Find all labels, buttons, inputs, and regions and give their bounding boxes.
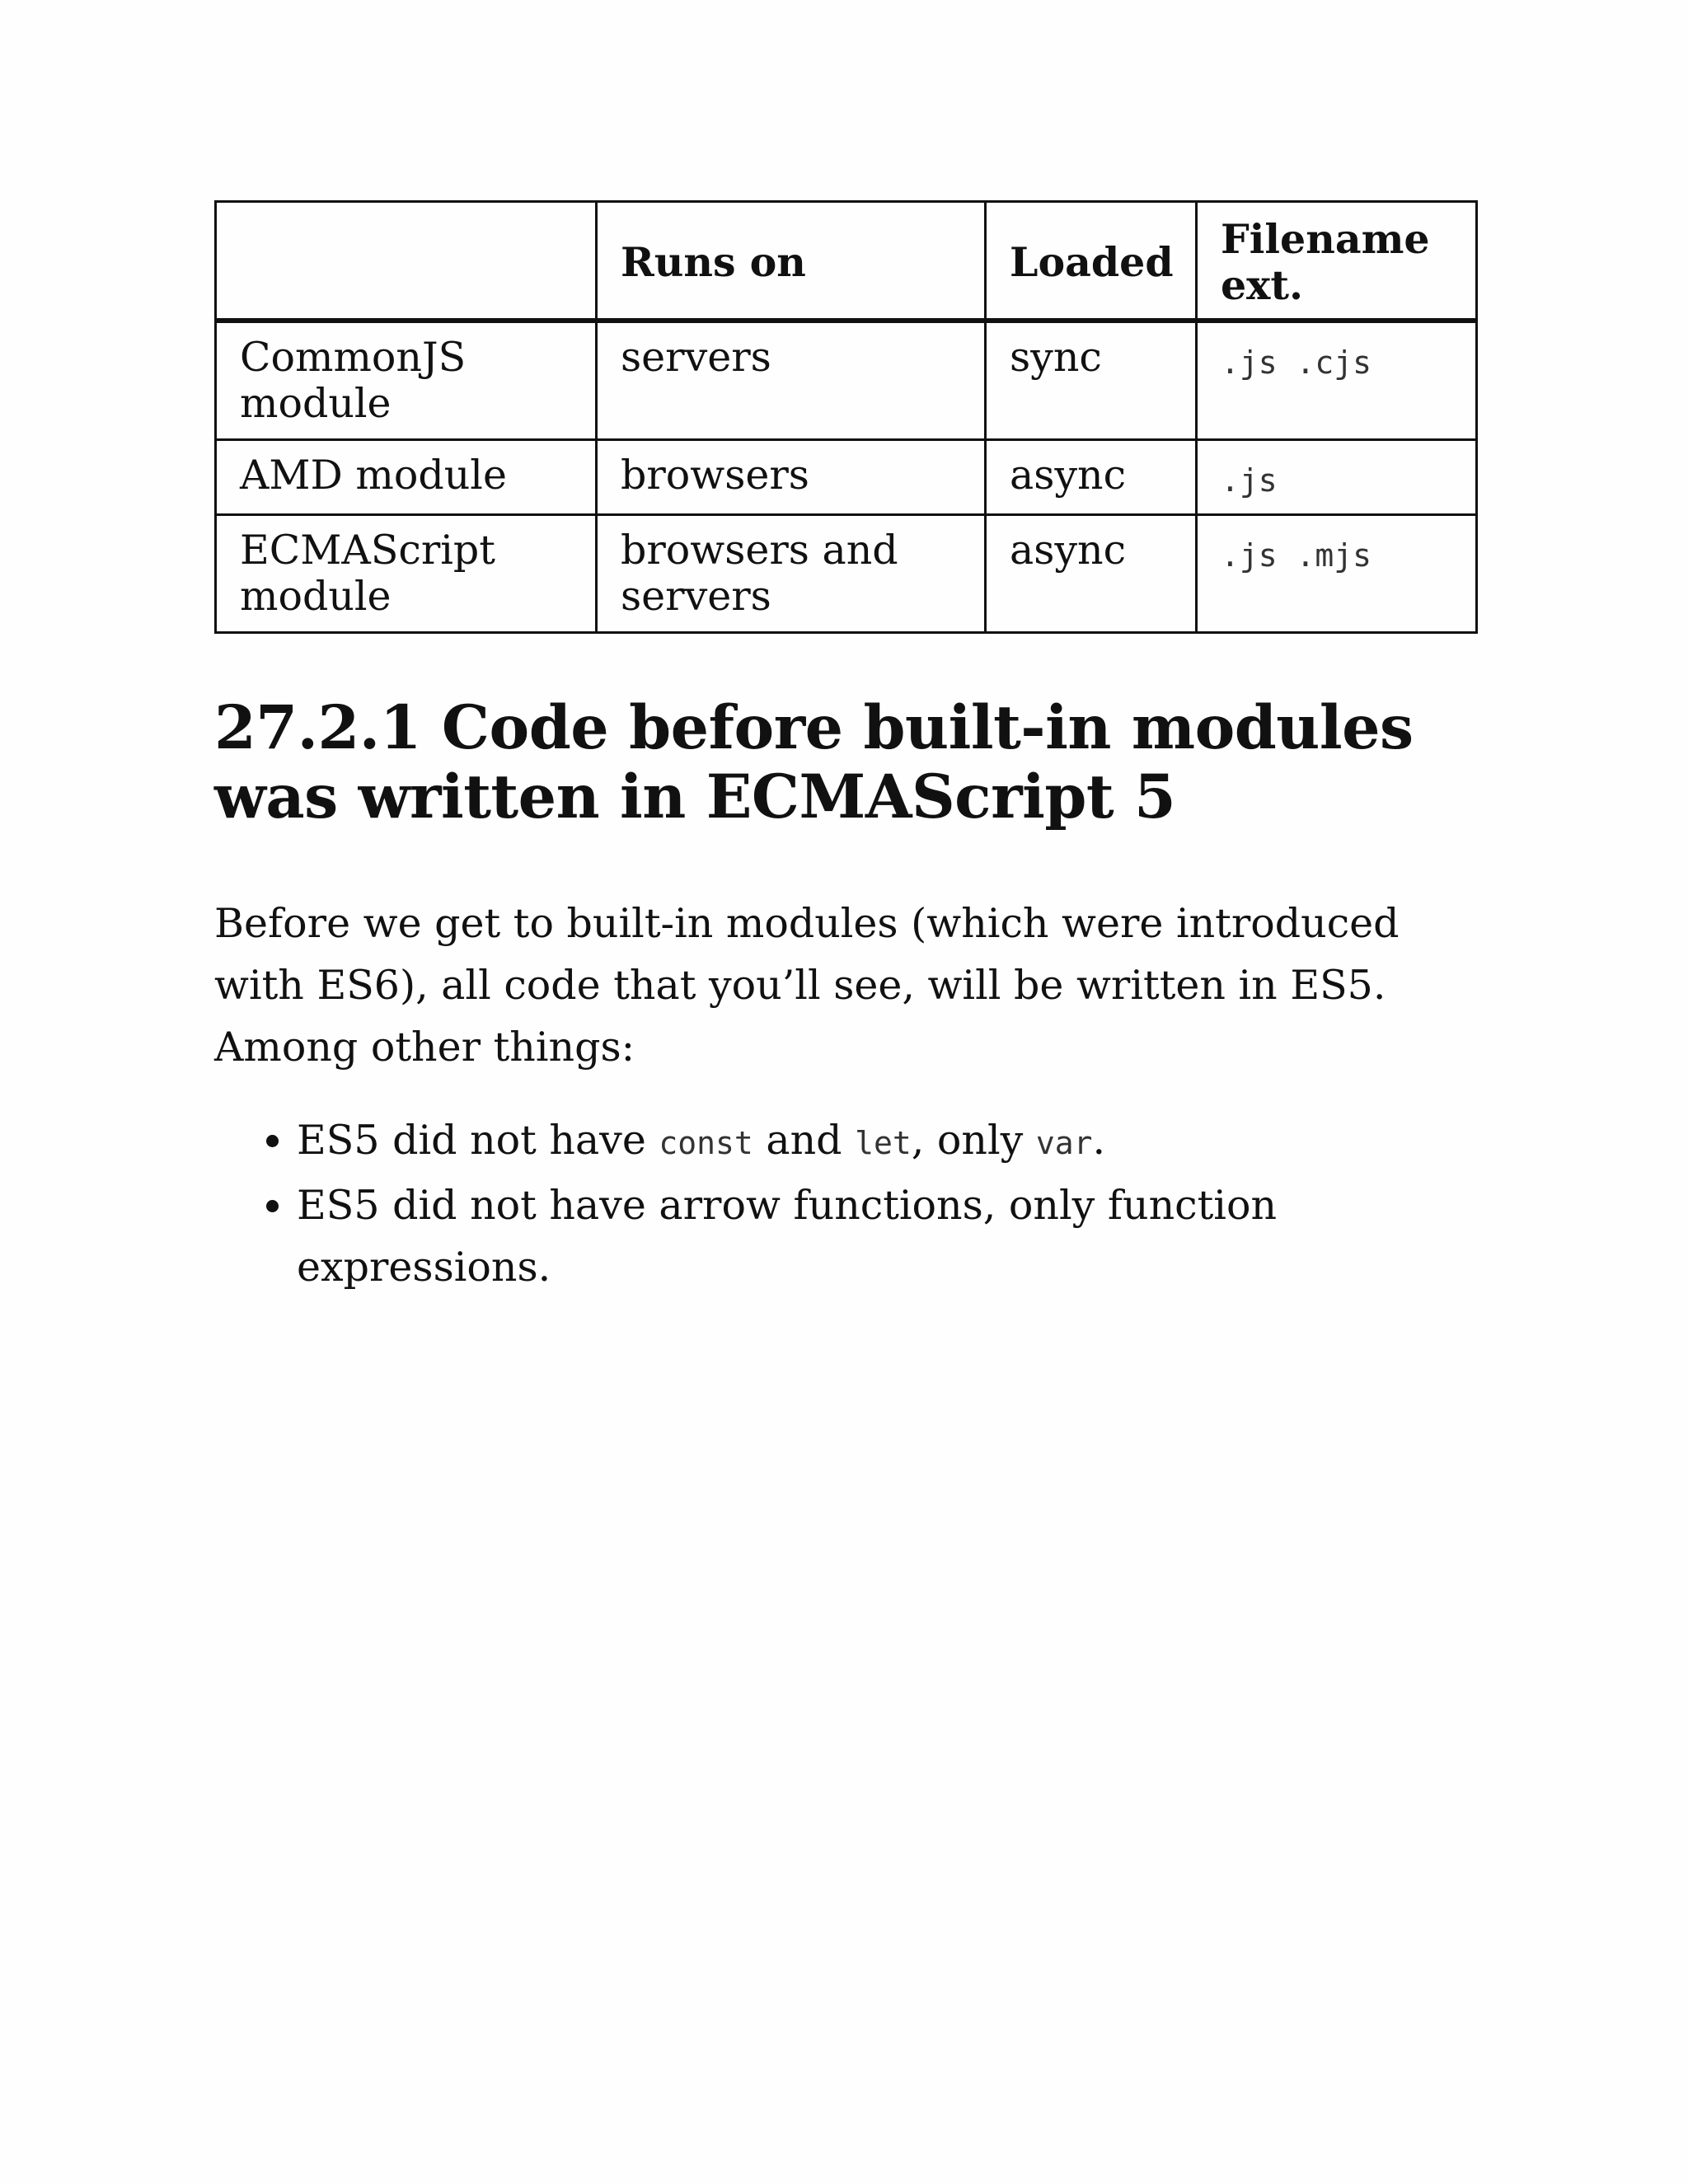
intro-paragraph: Before we get to built-in modules (which were introduced with ES6), all code that you’ll see, will be written in ES5. Among other things: [214,900,1400,1071]
extension-code: .js .cjs [1221,344,1372,381]
header-filename-ext: Filename ext. [1197,202,1477,321]
runs-on-cell: browsers and servers [597,515,986,633]
list-item [297,1109,1475,1174]
table-header-row [216,202,1477,321]
section-heading: 27.2.1 Code before built-in modules was written in ECMAScript 5 [214,692,1414,832]
document-page [214,200,1475,1298]
module-formats-table [214,200,1478,634]
list-item: • ES5 did not have arrow functions, only function expressions. [297,1174,1475,1298]
module-name-cell: CommonJS module [216,321,597,440]
bullet-text: and [753,1117,856,1164]
header-loaded: Loaded [986,202,1197,321]
loaded-cell: async [986,440,1197,515]
table-row [216,515,1477,633]
bullet-text: . [1092,1117,1106,1164]
header-runs-on: Runs on [597,202,986,321]
inline-code-const: const [659,1125,753,1161]
header-cell-empty [216,202,597,321]
table-row [216,440,1477,515]
extension-code: .js [1221,462,1278,499]
bullet-list [214,1109,1475,1298]
module-name-cell: AMD module [216,440,597,515]
runs-on-cell: servers [597,321,986,440]
extension-cell [1197,440,1477,515]
extension-code: .js .mjs [1221,537,1372,574]
loaded-cell: async [986,515,1197,633]
bullet-text: , only [911,1117,1036,1164]
table-row [216,321,1477,440]
extension-cell [1197,515,1477,633]
inline-code-var: var [1035,1125,1093,1161]
inline-code-let: let [855,1125,912,1161]
loaded-cell: sync [986,321,1197,440]
bullet-text: ES5 did not have [297,1117,659,1164]
runs-on-cell: browsers [597,440,986,515]
extension-cell [1197,321,1477,440]
module-name-cell: ECMAScript module [216,515,597,633]
